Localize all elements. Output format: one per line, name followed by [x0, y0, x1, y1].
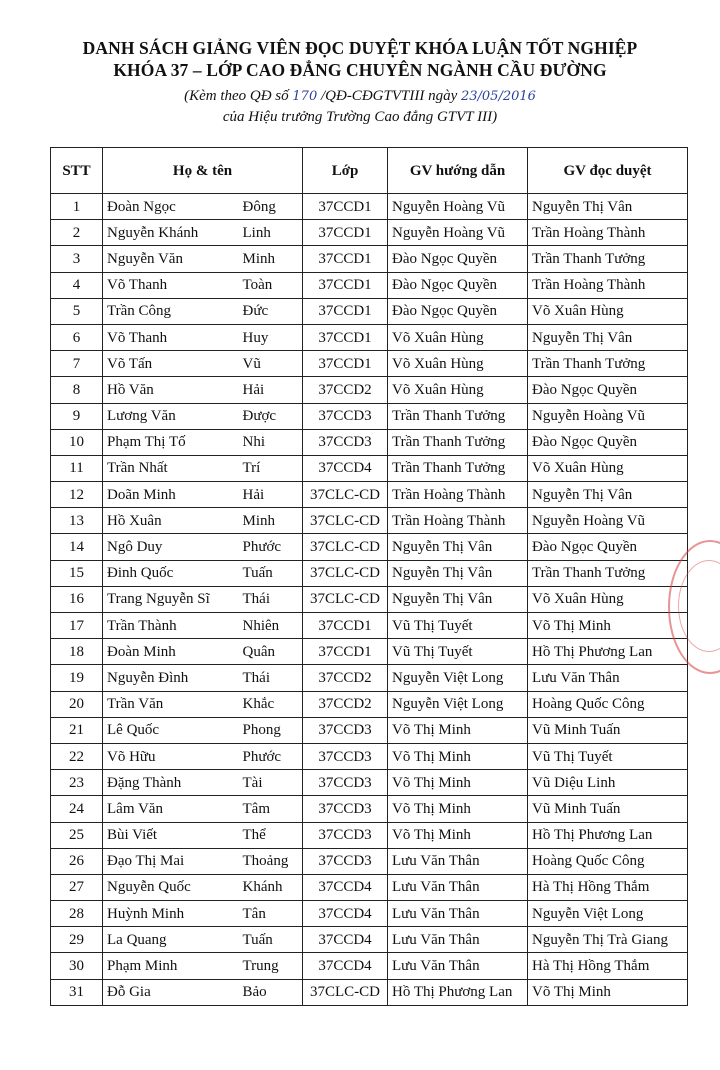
cell-class: 37CCD3 — [303, 403, 388, 429]
cell-class: 37CCD3 — [303, 429, 388, 455]
cell-stt: 27 — [51, 874, 103, 900]
col-header-stt: STT — [51, 148, 103, 194]
cell-advisor: Võ Thị Minh — [388, 717, 528, 743]
cell-surname: Trần Thành — [103, 613, 239, 639]
table-row — [51, 743, 688, 769]
cell-class: 37CCD1 — [303, 246, 388, 272]
cell-class: 37CLC-CD — [303, 482, 388, 508]
table-row — [51, 639, 688, 665]
cell-reviewer: Trần Thanh Tưởng — [528, 246, 688, 272]
table-row — [51, 508, 688, 534]
cell-surname: Huỳnh Minh — [103, 901, 239, 927]
cell-given-name: Linh — [239, 220, 303, 246]
table-row — [51, 455, 688, 481]
cell-advisor: Nguyễn Việt Long — [388, 665, 528, 691]
table-row — [51, 429, 688, 455]
cell-given-name: Khánh — [239, 874, 303, 900]
cell-reviewer: Trần Thanh Tưởng — [528, 351, 688, 377]
decision-number: 170 — [292, 89, 318, 104]
cell-given-name: Nhi — [239, 429, 303, 455]
cell-stt: 21 — [51, 717, 103, 743]
cell-advisor: Hồ Thị Phương Lan — [388, 979, 528, 1005]
table-row — [51, 220, 688, 246]
cell-surname: Võ Thanh — [103, 272, 239, 298]
cell-surname: Hồ Văn — [103, 377, 239, 403]
table-row — [51, 246, 688, 272]
table-row — [51, 874, 688, 900]
cell-surname: Đoàn Ngọc — [103, 194, 239, 220]
cell-given-name: Đức — [239, 298, 303, 324]
decision-issuer: của Hiệu trưởng Trường Cao đẳng GTVT III) — [222, 109, 498, 125]
cell-advisor: Đào Ngọc Quyền — [388, 246, 528, 272]
cell-advisor: Trần Thanh Tưởng — [388, 455, 528, 481]
cell-class: 37CCD1 — [303, 324, 388, 350]
cell-given-name: Phước — [239, 534, 303, 560]
table-row — [51, 691, 688, 717]
cell-class: 37CCD4 — [303, 874, 388, 900]
cell-reviewer: Vũ Minh Tuấn — [528, 717, 688, 743]
cell-surname: Lê Quốc — [103, 717, 239, 743]
table-row — [51, 194, 688, 220]
cell-stt: 11 — [51, 455, 103, 481]
cell-surname: Phạm Thị Tố — [103, 429, 239, 455]
cell-given-name: Nhiên — [239, 613, 303, 639]
cell-surname: Đạo Thị Mai — [103, 848, 239, 874]
cell-surname: Nguyễn Khánh — [103, 220, 239, 246]
cell-stt: 29 — [51, 927, 103, 953]
table-row — [51, 796, 688, 822]
cell-given-name: Tuấn — [239, 560, 303, 586]
cell-given-name: Huy — [239, 324, 303, 350]
cell-given-name: Tuấn — [239, 927, 303, 953]
cell-advisor: Võ Thị Minh — [388, 743, 528, 769]
cell-class: 37CCD1 — [303, 613, 388, 639]
cell-reviewer: Võ Xuân Hùng — [528, 586, 688, 612]
table-row — [51, 848, 688, 874]
cell-stt: 14 — [51, 534, 103, 560]
document-title-line1: DANH SÁCH GIẢNG VIÊN ĐỌC DUYỆT KHÓA LUẬN TỐT NGHIỆP — [82, 38, 638, 58]
cell-reviewer: Đào Ngọc Quyền — [528, 534, 688, 560]
cell-class: 37CLC-CD — [303, 508, 388, 534]
cell-given-name: Trí — [239, 455, 303, 481]
cell-stt: 28 — [51, 901, 103, 927]
cell-reviewer: Trần Hoàng Thành — [528, 272, 688, 298]
cell-surname: Võ Thanh — [103, 324, 239, 350]
cell-surname: Đinh Quốc — [103, 560, 239, 586]
cell-given-name: Toàn — [239, 272, 303, 298]
cell-surname: Võ Tấn — [103, 351, 239, 377]
cell-reviewer: Nguyễn Hoàng Vũ — [528, 403, 688, 429]
table-row — [51, 403, 688, 429]
cell-class: 37CCD1 — [303, 194, 388, 220]
cell-advisor: Nguyễn Thị Vân — [388, 560, 528, 586]
table-row — [51, 665, 688, 691]
cell-class: 37CCD4 — [303, 927, 388, 953]
cell-class: 37CCD3 — [303, 770, 388, 796]
cell-reviewer: Đào Ngọc Quyền — [528, 429, 688, 455]
table-row — [51, 298, 688, 324]
cell-surname: Võ Hữu — [103, 743, 239, 769]
cell-given-name: Tân — [239, 901, 303, 927]
col-header-name: Họ & tên — [103, 148, 303, 194]
cell-class: 37CCD2 — [303, 377, 388, 403]
table-row — [51, 272, 688, 298]
table-row — [51, 822, 688, 848]
cell-surname: La Quang — [103, 927, 239, 953]
cell-reviewer: Hồ Thị Phương Lan — [528, 822, 688, 848]
cell-reviewer: Lưu Văn Thân — [528, 665, 688, 691]
cell-surname: Trần Công — [103, 298, 239, 324]
col-header-reviewer: GV đọc duyệt — [528, 148, 688, 194]
cell-advisor: Lưu Văn Thân — [388, 874, 528, 900]
cell-stt: 19 — [51, 665, 103, 691]
cell-reviewer: Trần Hoàng Thành — [528, 220, 688, 246]
cell-reviewer: Nguyễn Thị Vân — [528, 482, 688, 508]
cell-reviewer: Vũ Diệu Linh — [528, 770, 688, 796]
cell-reviewer: Vũ Thị Tuyết — [528, 743, 688, 769]
cell-class: 37CCD1 — [303, 272, 388, 298]
cell-advisor: Đào Ngọc Quyền — [388, 272, 528, 298]
cell-class: 37CLC-CD — [303, 586, 388, 612]
cell-class: 37CCD1 — [303, 639, 388, 665]
cell-reviewer: Hà Thị Hồng Thắm — [528, 953, 688, 979]
cell-stt: 13 — [51, 508, 103, 534]
cell-advisor: Trần Hoàng Thành — [388, 508, 528, 534]
cell-given-name: Vũ — [239, 351, 303, 377]
table-row — [51, 927, 688, 953]
cell-surname: Đoàn Minh — [103, 639, 239, 665]
cell-stt: 5 — [51, 298, 103, 324]
table-row — [51, 979, 688, 1005]
cell-advisor: Võ Thị Minh — [388, 796, 528, 822]
cell-given-name: Tài — [239, 770, 303, 796]
cell-stt: 30 — [51, 953, 103, 979]
cell-class: 37CLC-CD — [303, 534, 388, 560]
supervisor-table — [50, 147, 688, 1006]
cell-advisor: Lưu Văn Thân — [388, 953, 528, 979]
cell-given-name: Trung — [239, 953, 303, 979]
cell-stt: 6 — [51, 324, 103, 350]
cell-surname: Ngô Duy — [103, 534, 239, 560]
cell-advisor: Võ Thị Minh — [388, 770, 528, 796]
cell-surname: Lương Văn — [103, 403, 239, 429]
cell-stt: 3 — [51, 246, 103, 272]
cell-stt: 25 — [51, 822, 103, 848]
table-row — [51, 351, 688, 377]
cell-given-name: Thể — [239, 822, 303, 848]
cell-reviewer: Nguyễn Việt Long — [528, 901, 688, 927]
cell-stt: 18 — [51, 639, 103, 665]
cell-stt: 8 — [51, 377, 103, 403]
cell-given-name: Đông — [239, 194, 303, 220]
table-header-row — [51, 148, 688, 194]
table-row — [51, 770, 688, 796]
cell-class: 37CCD2 — [303, 665, 388, 691]
cell-advisor: Trần Thanh Tưởng — [388, 429, 528, 455]
cell-reviewer: Nguyễn Thị Vân — [528, 194, 688, 220]
cell-advisor: Đào Ngọc Quyền — [388, 298, 528, 324]
cell-reviewer: Hoàng Quốc Công — [528, 691, 688, 717]
cell-surname: Bùi Viết — [103, 822, 239, 848]
cell-class: 37CCD1 — [303, 220, 388, 246]
cell-surname: Nguyễn Quốc — [103, 874, 239, 900]
cell-advisor: Trần Thanh Tưởng — [388, 403, 528, 429]
cell-surname: Lâm Văn — [103, 796, 239, 822]
cell-class: 37CCD3 — [303, 796, 388, 822]
cell-reviewer: Nguyễn Thị Vân — [528, 324, 688, 350]
cell-class: 37CLC-CD — [303, 560, 388, 586]
cell-given-name: Tâm — [239, 796, 303, 822]
cell-surname: Đỗ Gia — [103, 979, 239, 1005]
table-row — [51, 613, 688, 639]
cell-reviewer: Võ Thị Minh — [528, 979, 688, 1005]
cell-advisor: Nguyễn Thị Vân — [388, 534, 528, 560]
cell-advisor: Võ Xuân Hùng — [388, 351, 528, 377]
table-row — [51, 901, 688, 927]
cell-given-name: Quân — [239, 639, 303, 665]
cell-given-name: Phước — [239, 743, 303, 769]
cell-reviewer: Võ Xuân Hùng — [528, 455, 688, 481]
table-row — [51, 586, 688, 612]
decision-reference — [0, 88, 720, 105]
cell-reviewer: Võ Xuân Hùng — [528, 298, 688, 324]
cell-reviewer: Nguyễn Thị Trà Giang — [528, 927, 688, 953]
cell-stt: 17 — [51, 613, 103, 639]
document-title-line2: KHÓA 37 – LỚP CAO ĐẲNG CHUYÊN NGÀNH CẦU ĐƯỜNG — [113, 60, 607, 80]
cell-stt: 7 — [51, 351, 103, 377]
cell-given-name: Hải — [239, 482, 303, 508]
cell-advisor: Nguyễn Hoàng Vũ — [388, 194, 528, 220]
cell-class: 37CCD4 — [303, 455, 388, 481]
decision-date: 23/05/2016 — [460, 89, 536, 104]
cell-stt: 26 — [51, 848, 103, 874]
cell-advisor: Nguyễn Hoàng Vũ — [388, 220, 528, 246]
cell-given-name: Được — [239, 403, 303, 429]
cell-advisor: Lưu Văn Thân — [388, 901, 528, 927]
cell-stt: 9 — [51, 403, 103, 429]
cell-given-name: Thoảng — [239, 848, 303, 874]
cell-given-name: Thái — [239, 586, 303, 612]
cell-stt: 24 — [51, 796, 103, 822]
decision-middle: /QĐ-CĐGTVTIII ngày — [320, 88, 458, 104]
cell-stt: 16 — [51, 586, 103, 612]
col-header-class: Lớp — [303, 148, 388, 194]
table-row — [51, 377, 688, 403]
table-row — [51, 324, 688, 350]
cell-stt: 31 — [51, 979, 103, 1005]
cell-reviewer: Hà Thị Hồng Thắm — [528, 874, 688, 900]
cell-stt: 2 — [51, 220, 103, 246]
cell-class: 37CCD1 — [303, 298, 388, 324]
cell-advisor: Võ Xuân Hùng — [388, 324, 528, 350]
cell-reviewer: Trần Thanh Tưởng — [528, 560, 688, 586]
cell-given-name: Hải — [239, 377, 303, 403]
cell-class: 37CCD2 — [303, 691, 388, 717]
cell-advisor: Võ Xuân Hùng — [388, 377, 528, 403]
table-row — [51, 534, 688, 560]
cell-class: 37CLC-CD — [303, 979, 388, 1005]
cell-reviewer: Nguyễn Hoàng Vũ — [528, 508, 688, 534]
cell-reviewer: Hồ Thị Phương Lan — [528, 639, 688, 665]
cell-advisor: Lưu Văn Thân — [388, 848, 528, 874]
cell-class: 37CCD1 — [303, 351, 388, 377]
cell-advisor: Trần Hoàng Thành — [388, 482, 528, 508]
col-header-advisor: GV hướng dẫn — [388, 148, 528, 194]
cell-advisor: Vũ Thị Tuyết — [388, 613, 528, 639]
table-row — [51, 953, 688, 979]
cell-surname: Đặng Thành — [103, 770, 239, 796]
cell-class: 37CCD4 — [303, 953, 388, 979]
cell-reviewer: Vũ Minh Tuấn — [528, 796, 688, 822]
table-row — [51, 482, 688, 508]
cell-stt: 1 — [51, 194, 103, 220]
cell-advisor: Nguyễn Việt Long — [388, 691, 528, 717]
cell-reviewer: Võ Thị Minh — [528, 613, 688, 639]
cell-advisor: Võ Thị Minh — [388, 822, 528, 848]
cell-reviewer: Hoàng Quốc Công — [528, 848, 688, 874]
cell-stt: 20 — [51, 691, 103, 717]
cell-surname: Hồ Xuân — [103, 508, 239, 534]
cell-surname: Phạm Minh — [103, 953, 239, 979]
cell-class: 37CCD4 — [303, 901, 388, 927]
cell-class: 37CCD3 — [303, 717, 388, 743]
cell-surname: Nguyễn Đình — [103, 665, 239, 691]
cell-advisor: Vũ Thị Tuyết — [388, 639, 528, 665]
cell-stt: 4 — [51, 272, 103, 298]
cell-class: 37CCD3 — [303, 743, 388, 769]
table-row — [51, 560, 688, 586]
cell-stt: 12 — [51, 482, 103, 508]
cell-class: 37CCD3 — [303, 822, 388, 848]
table-row — [51, 717, 688, 743]
cell-stt: 23 — [51, 770, 103, 796]
cell-advisor: Nguyễn Thị Vân — [388, 586, 528, 612]
cell-class: 37CCD3 — [303, 848, 388, 874]
cell-given-name: Minh — [239, 246, 303, 272]
cell-surname: Nguyễn Văn — [103, 246, 239, 272]
cell-stt: 22 — [51, 743, 103, 769]
decision-prefix: (Kèm theo QĐ số — [184, 88, 289, 104]
cell-given-name: Khắc — [239, 691, 303, 717]
cell-reviewer: Đào Ngọc Quyền — [528, 377, 688, 403]
cell-surname: Trần Nhất — [103, 455, 239, 481]
cell-given-name: Thái — [239, 665, 303, 691]
cell-surname: Doãn Minh — [103, 482, 239, 508]
cell-given-name: Minh — [239, 508, 303, 534]
cell-surname: Trang Nguyễn Sĩ — [103, 586, 239, 612]
cell-stt: 15 — [51, 560, 103, 586]
cell-stt: 10 — [51, 429, 103, 455]
cell-given-name: Phong — [239, 717, 303, 743]
cell-advisor: Lưu Văn Thân — [388, 927, 528, 953]
cell-given-name: Bảo — [239, 979, 303, 1005]
cell-surname: Trần Văn — [103, 691, 239, 717]
